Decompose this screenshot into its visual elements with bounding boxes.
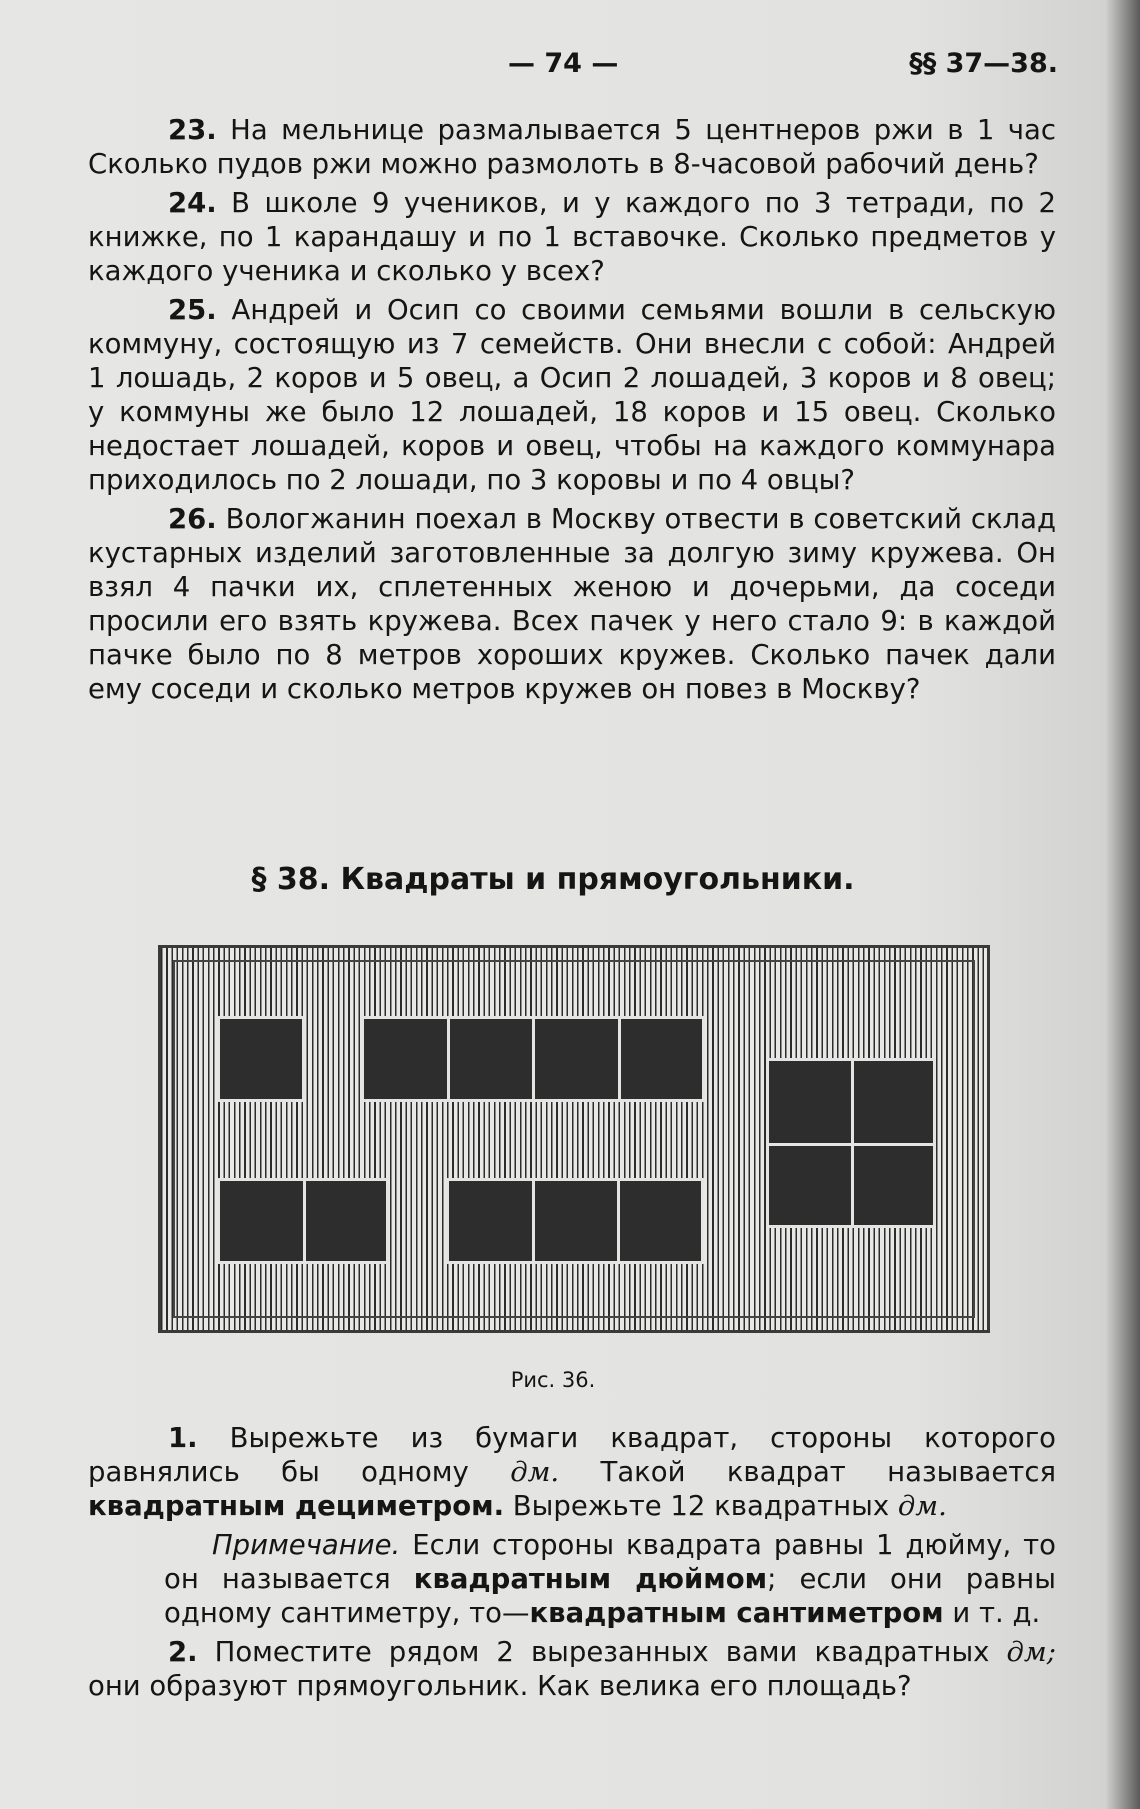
- problem-23: 23. На мельнице размалывается 5 центнеров ржи в 1 час Сколько пудов ржи можно размолоть в 8-часовой рабочий день?: [88, 114, 1056, 180]
- page-header: [88, 48, 1058, 88]
- square-1: [217, 1016, 305, 1102]
- page-number: — 74 —: [508, 48, 619, 79]
- section-heading: § 38. Квадраты и прямоугольники.: [251, 862, 855, 897]
- rectangle-2-squares: [217, 1178, 389, 1264]
- exercise-1: 1. Вырежьте из бумаги квадрат, стороны которого равнялись бы одному дм. Такой квадрат называется квадратным дециметром. Вырежьте 12 квадратных дм.: [88, 1422, 1056, 1522]
- page-edge-shadow: [1106, 0, 1140, 1809]
- exercise-2: 2. Поместите рядом 2 вырезанных вами квадратных дм; они образуют прямоугольник. Как велика его площадь?: [88, 1636, 1056, 1702]
- problems-block: [88, 113, 1056, 711]
- problem-24: 24. В школе 9 учеников, и у каждого по 3 тетради, по 2 книжке, по 1 карандашу и по 1 вставочке. Сколько предметов у каждого ученика и сколько у всех?: [88, 187, 1056, 287]
- figure-caption: Рис. 36.: [510, 1368, 596, 1392]
- figure-squares-rectangles: [158, 945, 990, 1333]
- rectangle-3-squares: [446, 1178, 704, 1264]
- exercises-block: [88, 1421, 1056, 1708]
- square-2x2: [766, 1058, 936, 1228]
- problem-25: 25. Андрей и Осип со своими семьями вошли в сельскую коммуну, состоящую из 7 семейств. Они внесли с собой: Андрей 1 лошадь, 2 коров и 5 овец, а Осип 2 лошадей, 3 коров и 8 овец; у коммуны же было 12 лошадей, 18 коров и 15 овец. Сколько недостает лошадей, коров и овец, чтобы на каждого коммунара приходилось по 2 лошади, по 3 коровы и по 4 овцы?: [88, 294, 1056, 496]
- problem-26: 26. Вологжанин поехал в Москву отвести в советский склад кустарных изделий заготовленные за долгую зиму кружева. Он взял 4 пачки их, сплетенных женою и дочерьми, да соседи просили его взять кружева. Всех пачек у него стало 9: в каждой пачке было по 8 метров хороших кружев. Сколько пачек дали ему соседи и сколько метров кружев он повез в Москву?: [88, 503, 1056, 705]
- note-label: Примечание.: [212, 1529, 401, 1561]
- section-range: §§ 37—38.: [909, 48, 1058, 79]
- rectangle-4-squares: [361, 1016, 705, 1102]
- note: Примечание. Если стороны квадрата равны 1 дюйму, то он называется квадратным дюймом; если они равны одному сантиметру, то—квадратным сантиметром и т. д.: [164, 1529, 1057, 1629]
